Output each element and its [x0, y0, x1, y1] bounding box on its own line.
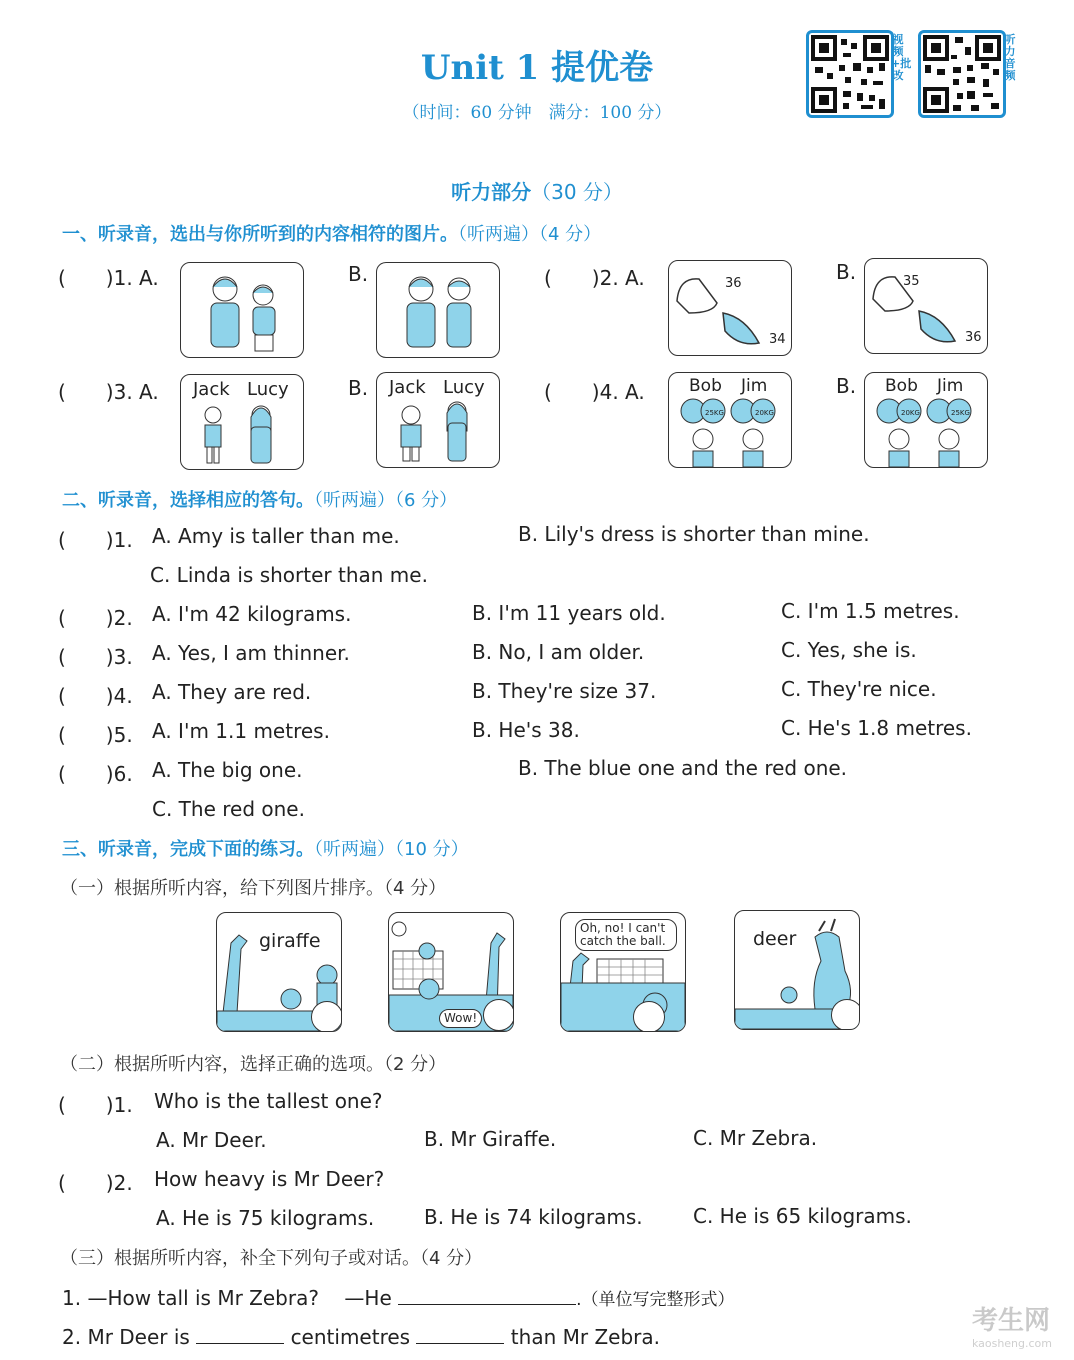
order-circle[interactable] [483, 999, 514, 1031]
s1-q3-label: ( )3. A. [58, 380, 159, 404]
shoes-image [865, 259, 987, 353]
section1-note: （听两遍）（4 分） [458, 224, 602, 245]
order-circle[interactable] [831, 999, 860, 1030]
s3-part3-heading: （三）根据所听内容，补全下列句子或对话。（4 分） [60, 1248, 483, 1269]
s2-q5-option-c: C. He's 1.8 metres. [781, 716, 972, 740]
s3-p3-s2-blank1[interactable] [196, 1323, 284, 1344]
shoe-size-top: 35 [903, 274, 920, 289]
s3-p3-sentence2 [62, 1323, 660, 1349]
s2-q5-option-a: A. I'm 1.1 metres. [152, 719, 330, 743]
s2-q2-option-a: A. I'm 42 kilograms. [152, 602, 352, 626]
s2-q5-option-b: B. He's 38. [472, 718, 580, 742]
s1-q3-picture-b[interactable] [376, 372, 500, 468]
bob-jim-weights-image [865, 373, 987, 467]
qr-code-icon [809, 33, 891, 115]
section1-heading-text: 一、听录音，选出与你所听到的内容相符的图片。 [62, 224, 458, 245]
section3-heading-text: 三、听录音，完成下面的练习。 [62, 839, 314, 860]
s1-q2-picture-a[interactable] [668, 260, 792, 356]
two-girls-image [377, 263, 499, 357]
s2-q2-option-b: B. I'm 11 years old. [472, 601, 666, 625]
s1-q1-label: ( )1. A. [58, 266, 159, 290]
section2-heading [62, 486, 457, 512]
jack-lucy-image [377, 373, 499, 467]
name-bob: Bob [689, 376, 722, 396]
s2-q2-option-c: C. I'm 1.5 metres. [781, 599, 960, 623]
section2-note: （听两遍）（6 分） [314, 490, 458, 511]
shoe-size-bottom: 36 [965, 330, 982, 345]
s3-picture-giraffe[interactable] [216, 912, 342, 1032]
qr-code-audio[interactable] [918, 30, 1006, 118]
shoes-image [669, 261, 791, 355]
weight-label: 20KG [755, 409, 774, 417]
s3-part2-heading: （二）根据所听内容，选择正确的选项。（2 分） [60, 1054, 447, 1075]
s3-part1-heading: （一）根据所听内容，给下列图片排序。（4 分） [60, 878, 447, 899]
s2-q1-num: ( )1. [58, 528, 133, 552]
s2-q4-option-a: A. They are red. [152, 680, 312, 704]
qr-code-icon [921, 33, 1003, 115]
s1-q4-picture-a[interactable] [668, 372, 792, 468]
s2-q3-option-c: C. Yes, she is. [781, 638, 917, 662]
deer-caption: deer [753, 928, 797, 950]
s2-q3-option-b: B. No, I am older. [472, 640, 645, 664]
s3-p3-s1-answer-start: —He [344, 1286, 392, 1310]
s2-q6-option-c: C. The red one. [152, 797, 305, 821]
part-title-score: （30 分） [531, 180, 623, 204]
s2-q4-num: ( )4. [58, 684, 133, 708]
section3-heading [62, 835, 469, 861]
s1-q4-picture-b[interactable] [864, 372, 988, 468]
s3-p2-q1-option-a: A. Mr Deer. [156, 1128, 267, 1152]
name-bob: Bob [885, 376, 918, 396]
s3-p3-s1-blank[interactable] [398, 1284, 576, 1305]
weight-label: 25KG [705, 409, 724, 417]
s3-p3-s2-start: 2. Mr Deer is [62, 1325, 190, 1349]
weight-label: 25KG [951, 409, 970, 417]
order-circle[interactable] [311, 1001, 342, 1032]
watermark-url: kaosheng.com [971, 1337, 1052, 1350]
s3-p2-q1-num: ( )1. [58, 1093, 133, 1117]
s2-q1-option-c: C. Linda is shorter than me. [150, 563, 428, 587]
name-jack: Jack [193, 379, 230, 400]
wow-bubble: Wow! [439, 1009, 482, 1028]
s2-q5-num: ( )5. [58, 723, 133, 747]
name-jim: Jim [741, 376, 768, 396]
s3-p3-s1-note: .（单位写完整形式） [576, 1290, 735, 1310]
weight-label: 20KG [901, 409, 920, 417]
name-lucy: Lucy [443, 377, 485, 398]
name-jack: Jack [389, 377, 426, 398]
s1-q2-picture-b[interactable] [864, 258, 988, 354]
qr-label-video: 视频+批改 [891, 33, 912, 82]
s3-p2-q1-option-b: B. Mr Giraffe. [424, 1127, 557, 1151]
s3-p2-q2-option-a: A. He is 75 kilograms. [156, 1206, 375, 1230]
qr-label-audio: 听力音频 [1004, 33, 1016, 82]
name-jim: Jim [937, 376, 964, 396]
s3-picture-catch[interactable] [560, 912, 686, 1032]
s3-p3-s2-mid: centimetres [290, 1325, 411, 1349]
name-lucy: Lucy [247, 379, 289, 400]
s3-p3-s2-end: than Mr Zebra. [510, 1325, 660, 1349]
page-title: Unit 1 提优卷 [420, 48, 654, 88]
s2-q1-option-a: A. Amy is taller than me. [152, 524, 400, 548]
order-circle[interactable] [633, 1001, 665, 1032]
s3-picture-deer[interactable] [734, 910, 860, 1030]
s1-q3-picture-a[interactable] [180, 374, 304, 470]
s1-q4-b-label: B. [836, 374, 857, 398]
s3-p2-q1-question: Who is the tallest one? [154, 1089, 383, 1113]
giraffe-caption: giraffe [259, 930, 321, 952]
s1-q1-picture-b[interactable] [376, 262, 500, 358]
s2-q6-num: ( )6. [58, 762, 133, 786]
section3-note: （听两遍）（10 分） [314, 839, 469, 860]
jack-lucy-image [181, 375, 303, 469]
shoe-size-bottom: 34 [769, 332, 786, 347]
s3-p2-q1-option-c: C. Mr Zebra. [693, 1126, 818, 1150]
s2-q3-num: ( )3. [58, 645, 133, 669]
s2-q3-option-a: A. Yes, I am thinner. [152, 641, 350, 665]
s2-q4-option-c: C. They're nice. [781, 677, 937, 701]
s3-p2-q2-option-b: B. He is 74 kilograms. [424, 1205, 643, 1229]
s2-q4-option-b: B. They're size 37. [472, 679, 657, 703]
s3-p3-s1-question: 1. —How tall is Mr Zebra? [62, 1286, 319, 1310]
watermark [972, 1300, 1052, 1350]
qr-code-video[interactable] [806, 30, 894, 118]
s3-p3-sentence1 [62, 1284, 735, 1310]
part-title-main: 听力部分 [451, 180, 532, 204]
s3-p2-q2-option-c: C. He is 65 kilograms. [693, 1204, 912, 1228]
section2-heading-text: 二、听录音，选择相应的答句。 [62, 490, 314, 511]
s3-picture-football[interactable] [388, 912, 514, 1032]
s1-q1-b-label: B. [348, 262, 369, 286]
s1-q2-label: ( )2. A. [544, 266, 645, 290]
watermark-text: 考生网 [971, 1306, 1050, 1336]
s3-p3-s2-blank2[interactable] [416, 1323, 504, 1344]
s1-q1-picture-a[interactable] [180, 262, 304, 358]
s1-q2-b-label: B. [836, 260, 857, 284]
s1-q4-label: ( )4. A. [544, 380, 645, 404]
s3-p2-q2-num: ( )2. [58, 1171, 133, 1195]
s2-q2-num: ( )2. [58, 606, 133, 630]
exam-info: （时间：60 分钟 满分：100 分） [402, 103, 672, 123]
s2-q1-option-b: B. Lily's dress is shorter than mine. [518, 522, 870, 546]
bob-jim-weights-image [669, 373, 791, 467]
s1-q3-b-label: B. [348, 376, 369, 400]
s3-p2-q2-question: How heavy is Mr Deer? [154, 1167, 385, 1191]
two-girls-image [181, 263, 303, 357]
part-title [0, 176, 1074, 205]
s2-q6-option-b: B. The blue one and the red one. [518, 756, 848, 780]
section1-heading [62, 220, 601, 246]
s2-q6-option-a: A. The big one. [152, 758, 303, 782]
shoe-size-top: 36 [725, 276, 742, 291]
catch-bubble: Oh, no! I can't catch the ball. [575, 919, 677, 951]
